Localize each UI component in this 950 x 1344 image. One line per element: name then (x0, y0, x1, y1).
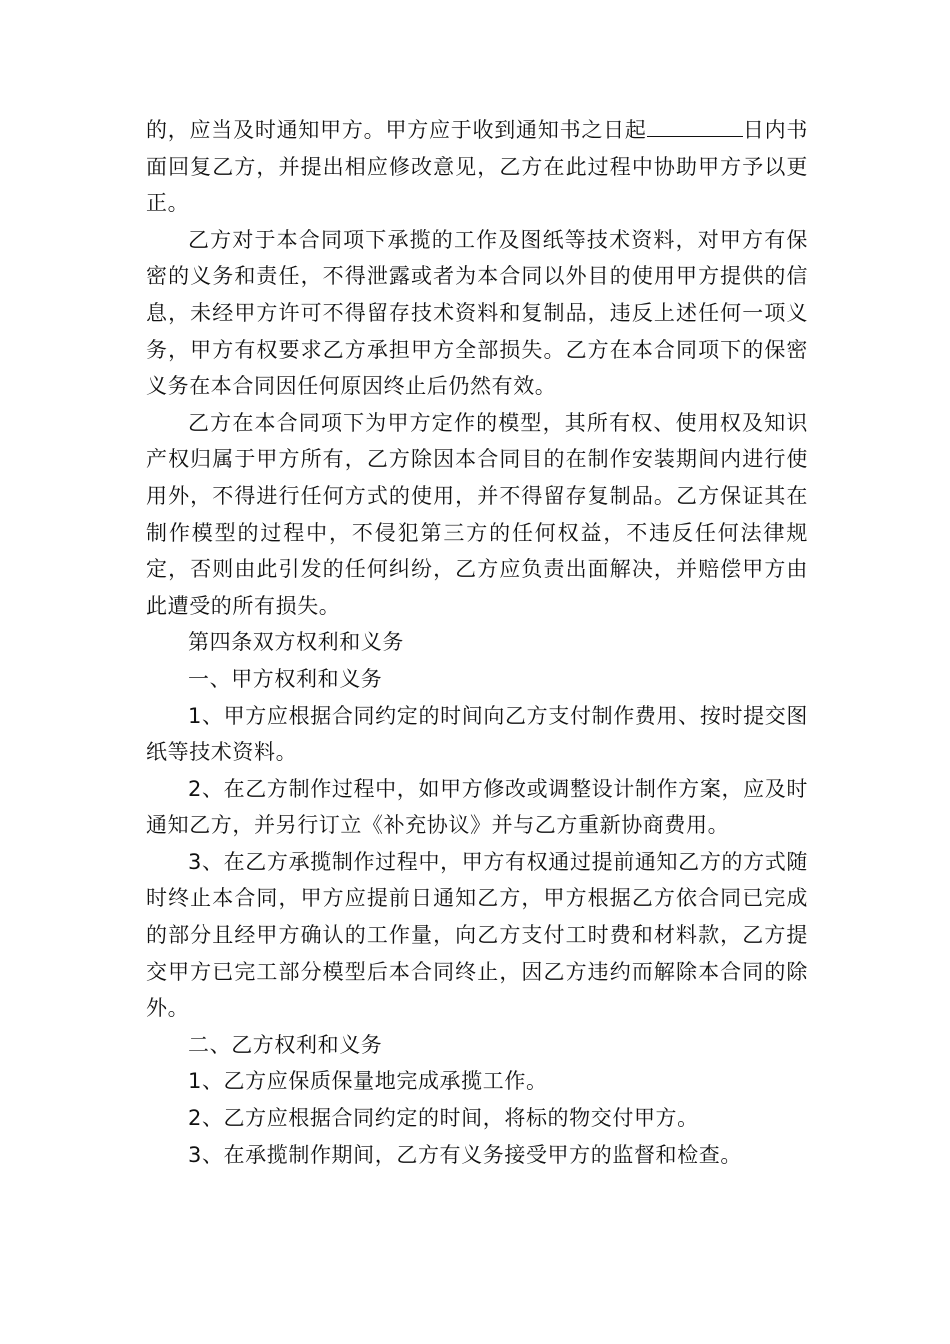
paragraph-text: 日内书面回复乙方，并提出相应修改意见，乙方在此过程中协助甲方予以更正。 (146, 118, 808, 216)
list-item: 2、在乙方制作过程中，如甲方修改或调整设计制作方案，应及时通知乙方，并另行订立《补充协议》并与乙方重新协商费用。 (146, 776, 808, 838)
section-heading-party-a: 一、甲方权利和义务 (188, 666, 383, 691)
fill-in-blank (647, 114, 743, 137)
section-heading-party-b: 二、乙方权利和义务 (188, 1032, 383, 1057)
article-heading: 第四条双方权利和义务 (188, 630, 404, 655)
paragraph-reply-deadline (146, 112, 808, 222)
list-item: 2、乙方应根据合同约定的时间，将标的物交付甲方。 (188, 1106, 699, 1131)
list-item: 3、在乙方承揽制作过程中，甲方有权通过提前通知乙方的方式随时终止本合同，甲方应提前日通知乙方，甲方根据乙方依合同已完成的部分且经甲方确认的工作量，向乙方支付工时费和材料款，乙方提交甲方已完工部分模型后本合同终止，因乙方违约而解除本合同的除外。 (146, 849, 808, 1021)
paragraph-text: 的，应当及时通知甲方。甲方应于收到通知书之日起 (146, 118, 647, 142)
list-item: 1、甲方应根据合同约定的时间向乙方支付制作费用、按时提交图纸等技术资料。 (146, 703, 808, 765)
list-item: 3、在承揽制作期间，乙方有义务接受甲方的监督和检查。 (188, 1142, 742, 1167)
paragraph-confidentiality: 乙方对于本合同项下承揽的工作及图纸等技术资料，对甲方有保密的义务和责任，不得泄露或者为本合同以外目的使用甲方提供的信息，未经甲方许可不得留存技术资料和复制品，违反上述任何一项义务，甲方有权要求乙方承担甲方全部损失。乙方在本合同项下的保密义务在本合同因任何原因终止后仍然有效。 (146, 227, 808, 399)
document-page (146, 112, 808, 1173)
list-item: 1、乙方应保质保量地完成承揽工作。 (188, 1069, 548, 1094)
paragraph-ownership: 乙方在本合同项下为甲方定作的模型，其所有权、使用权及知识产权归属于甲方所有，乙方除因本合同目的在制作安装期间内进行使用外，不得进行任何方式的使用，并不得留存复制品。乙方保证其在制作模型的过程中，不侵犯第三方的任何权益，不违反任何法律规定，否则由此引发的任何纠纷，乙方应负责出面解决，并赔偿甲方由此遭受的所有损失。 (146, 410, 808, 618)
